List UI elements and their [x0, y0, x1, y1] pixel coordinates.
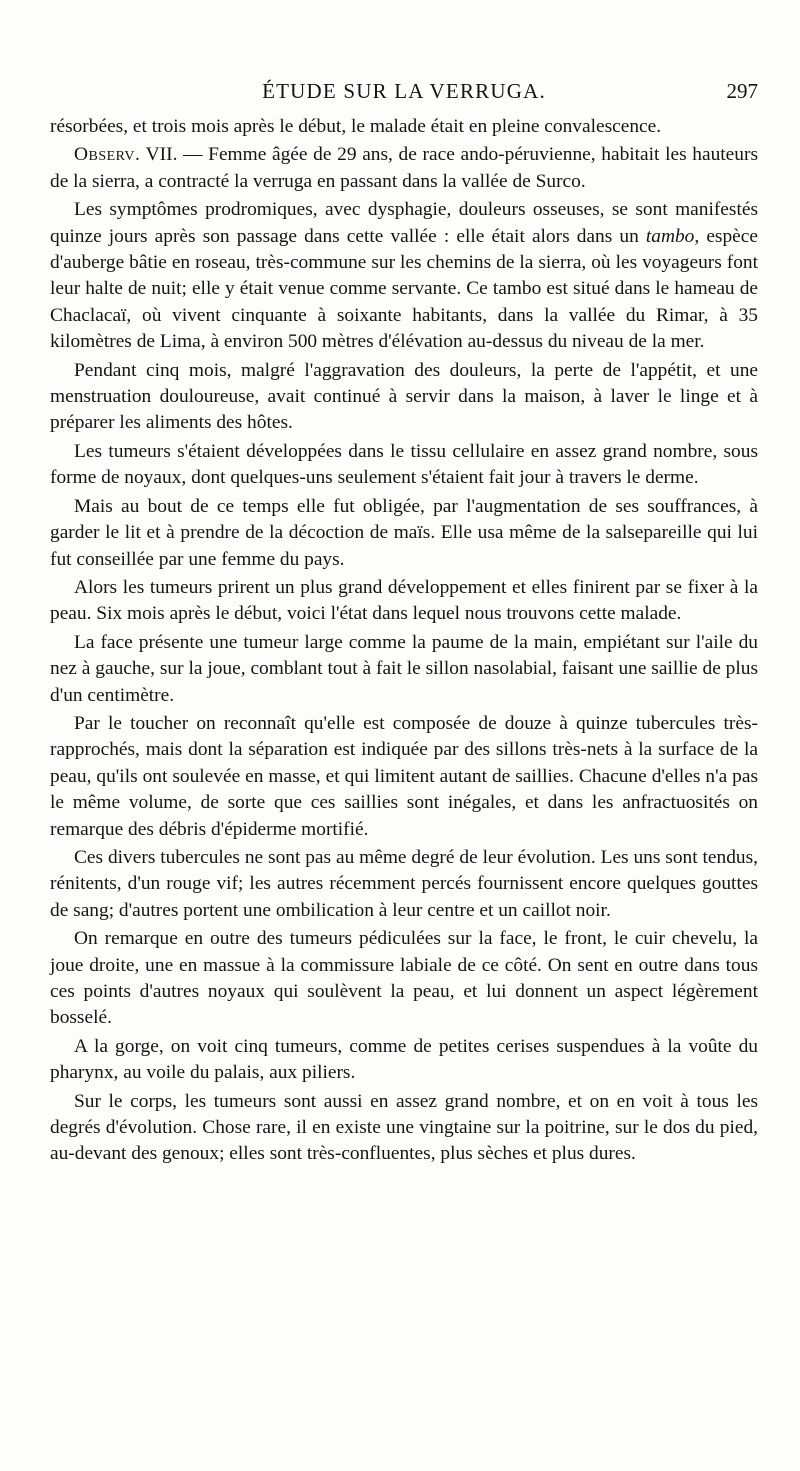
observation-text: VII. — Femme âgée de 29 ans, de race ando-péruvienne, habitait les hauteurs de la sierra, a contracté la verruga en passant dans la vallée de Surco.	[50, 144, 758, 192]
paragraph: Mais au bout de ce temps elle fut obligée, par l'augmentation de ses souffrances, à garder le lit et à prendre de la décoction de maïs. Elle usa même de la salsepareille qui lui fut conseillée par une femme du pays.	[50, 495, 758, 570]
running-title: ÉTUDE SUR LA VERRUGA.	[262, 79, 546, 103]
paragraph: Par le toucher on reconnaît qu'elle est composée de douze à quinze tubercules très-rapprochés, mais dont la séparation est indiquée par des sillons très-nets à la surface de la peau, qu'ils ont soulevée en masse, et qui limitent autant de saillies. Chacune d'elles n'a pas le même volume, de sorte que ces saillies sont inégales, et dans les anfractuosités on remarque des débris d'épiderme mortifié.	[50, 712, 758, 840]
paragraph: On remarque en outre des tumeurs pédiculées sur la face, le front, le cuir chevelu, la joue droite, une en massue à la commissure labiale de ce côté. On sent en outre dans tous ces points d'autres noyaux qui soulèvent la peau, et lui donnent un aspect légèrement bosselé.	[50, 928, 758, 1029]
paragraph: Sur le corps, les tumeurs sont aussi en assez grand nombre, et on en voit à tous les degrés d'évolution. Chose rare, il en existe une vingtaine sur la poitrine, sur le dos du pied, au-devant des genoux; elles sont très-confluentes, plus sèches et plus dures.	[50, 1090, 758, 1165]
paragraph: La face présente une tumeur large comme la paume de la main, empiétant sur l'aile du nez à gauche, sur la joue, comblant tout à fait le sillon nasolabial, faisant une saillie de plus d'un centimètre.	[50, 631, 758, 706]
body-text	[50, 114, 758, 1170]
paragraph: A la gorge, on voit cinq tumeurs, comme de petites cerises suspendues à la voûte du pharynx, au voile du palais, aux piliers.	[50, 1035, 758, 1084]
paragraph: Les tumeurs s'étaient développées dans le tissu cellulaire en assez grand nombre, sous forme de noyaux, dont quelques-uns seulement s'étaient fait jour à travers le derme.	[50, 440, 758, 489]
page-number: 297	[726, 79, 758, 103]
italic-term: tambo	[645, 225, 695, 247]
paragraph-prodromes	[50, 197, 758, 355]
paragraph-text: , espèce d'auberge bâtie en roseau, très-commune sur les chemins de la sierra, où les voyageurs font leur halte de nuit; elle y était venue comme servante. Ce tambo est situé dans le hameau de Chaclacaï, où vivent cinquante à soixante habitants, dans la vallée du Rimar, à 35 kilomètres de Lima, à environ 500 mètres d'élévation au-dessus du niveau de la mer.	[50, 225, 758, 353]
paragraph: Pendant cinq mois, malgré l'aggravation des douleurs, la perte de l'appétit, et une menstruation douloureuse, avait continué à servir dans la maison, à laver le linge et à préparer les aliments des hôtes.	[50, 359, 758, 434]
paragraph-continuation: résorbées, et trois mois après le début, le malade était en pleine convalescence.	[50, 116, 662, 137]
paragraph: Ces divers tubercules ne sont pas au même degré de leur évolution. Les uns sont tendus, rénitents, d'un rouge vif; les autres récemment percés fournissent encore quelques gouttes de sang; d'autres portent une ombilication à leur centre et un caillot noir.	[50, 846, 758, 921]
observation-label: Observ.	[74, 144, 141, 166]
paragraph-text: Les symptômes prodromiques, avec dysphagie, douleurs osseuses, se sont manifestés quinze jours après son passage dans cette vallée : elle était alors dans un	[50, 199, 758, 247]
paragraph-observation-heading	[50, 142, 758, 195]
running-header	[50, 76, 758, 106]
paragraph: Alors les tumeurs prirent un plus grand développement et elles finirent par se fixer à la peau. Six mois après le début, voici l'état dans lequel nous trouvons cette malade.	[50, 576, 758, 625]
